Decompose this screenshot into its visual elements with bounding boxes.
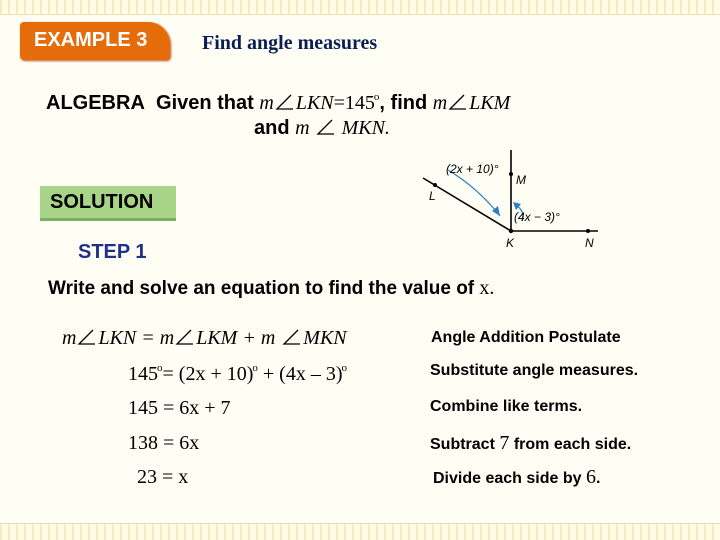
reason-2: Substitute angle measures. xyxy=(430,362,639,379)
point-k-dot xyxy=(509,229,513,233)
angle-lkm: LKM xyxy=(196,327,238,349)
angle-icon xyxy=(77,329,95,345)
label-n: N xyxy=(585,236,594,250)
find-angle-2: MKN. xyxy=(341,117,390,139)
step-variable: x. xyxy=(479,277,495,299)
page-title: Find angle measures xyxy=(202,32,378,54)
problem-line-2 xyxy=(254,117,390,140)
eq2-term2: + (4x – 3) xyxy=(257,363,343,385)
and-text: and xyxy=(254,117,290,139)
solution-label: SOLUTION xyxy=(50,191,154,213)
angle-mkn: MKN xyxy=(303,327,347,349)
reason-4-number: 7 xyxy=(499,432,510,454)
angle-icon xyxy=(175,329,193,345)
measure-symbol: m xyxy=(432,92,448,114)
label-k: K xyxy=(506,236,515,250)
degree-mark: o xyxy=(157,362,163,374)
find-angle-1: LKM xyxy=(469,92,511,114)
step-text xyxy=(48,277,494,300)
point-l-dot xyxy=(433,183,437,187)
plus-m: + m xyxy=(237,327,276,349)
reason-5-prefix: Divide each side by xyxy=(433,470,582,487)
point-m-dot xyxy=(509,172,513,176)
reason-1: Angle Addition Postulate xyxy=(431,329,621,346)
measure-symbol: m xyxy=(259,92,274,114)
algebra-label: ALGEBRA xyxy=(46,92,145,114)
given-angle: LKN xyxy=(295,92,334,114)
reason-4-prefix: Subtract xyxy=(430,436,495,453)
angle-icon xyxy=(275,94,293,110)
reason-5-number: 6 xyxy=(585,466,596,488)
angle-icon xyxy=(316,119,334,135)
angle-icon xyxy=(448,94,466,110)
degree-mark: o xyxy=(341,362,347,374)
measure-symbol: m xyxy=(62,327,77,349)
point-n-dot xyxy=(586,229,590,233)
reason-4 xyxy=(430,432,631,455)
top-angle-label: (2x + 10)° xyxy=(446,162,499,176)
top-stripe xyxy=(0,0,720,14)
degree-mark: o xyxy=(252,362,258,374)
label-m: M xyxy=(516,173,526,187)
equation-row: 145 = 6x + 7 xyxy=(128,397,231,419)
label-l: L xyxy=(429,189,436,203)
given-value: =145 xyxy=(333,92,375,114)
equation-row: 138 = 6x xyxy=(128,432,200,454)
find-text: , find xyxy=(379,92,428,114)
equation-row xyxy=(128,362,347,386)
reason-3: Combine like terms. xyxy=(430,398,583,415)
reason-4-suffix: from each side. xyxy=(513,436,632,453)
eq2-lhs: 145 xyxy=(128,363,158,385)
bottom-rule xyxy=(0,523,720,524)
eq2-term1: = (2x + 10) xyxy=(162,363,254,385)
equation-row xyxy=(62,327,347,350)
equals-m: = m xyxy=(136,327,175,349)
angle-diagram xyxy=(408,140,608,250)
degree-mark: o xyxy=(373,91,380,103)
top-rule xyxy=(0,14,720,15)
reason-5-suffix: . xyxy=(595,470,601,487)
step-instruction: Write and solve an equation to find the value of xyxy=(48,278,475,299)
angle-lkn: LKN xyxy=(98,327,137,349)
measure-symbol: m xyxy=(295,117,310,139)
problem-line-1 xyxy=(46,91,510,115)
bottom-stripe xyxy=(0,524,720,540)
example-label: EXAMPLE 3 xyxy=(34,29,148,51)
bottom-angle-label: (4x − 3)° xyxy=(514,210,560,224)
given-text: Given that xyxy=(156,92,254,114)
angle-icon xyxy=(282,329,300,345)
step-label: STEP 1 xyxy=(78,241,147,263)
equation-row: 23 = x xyxy=(137,466,189,488)
reason-5 xyxy=(433,466,600,489)
